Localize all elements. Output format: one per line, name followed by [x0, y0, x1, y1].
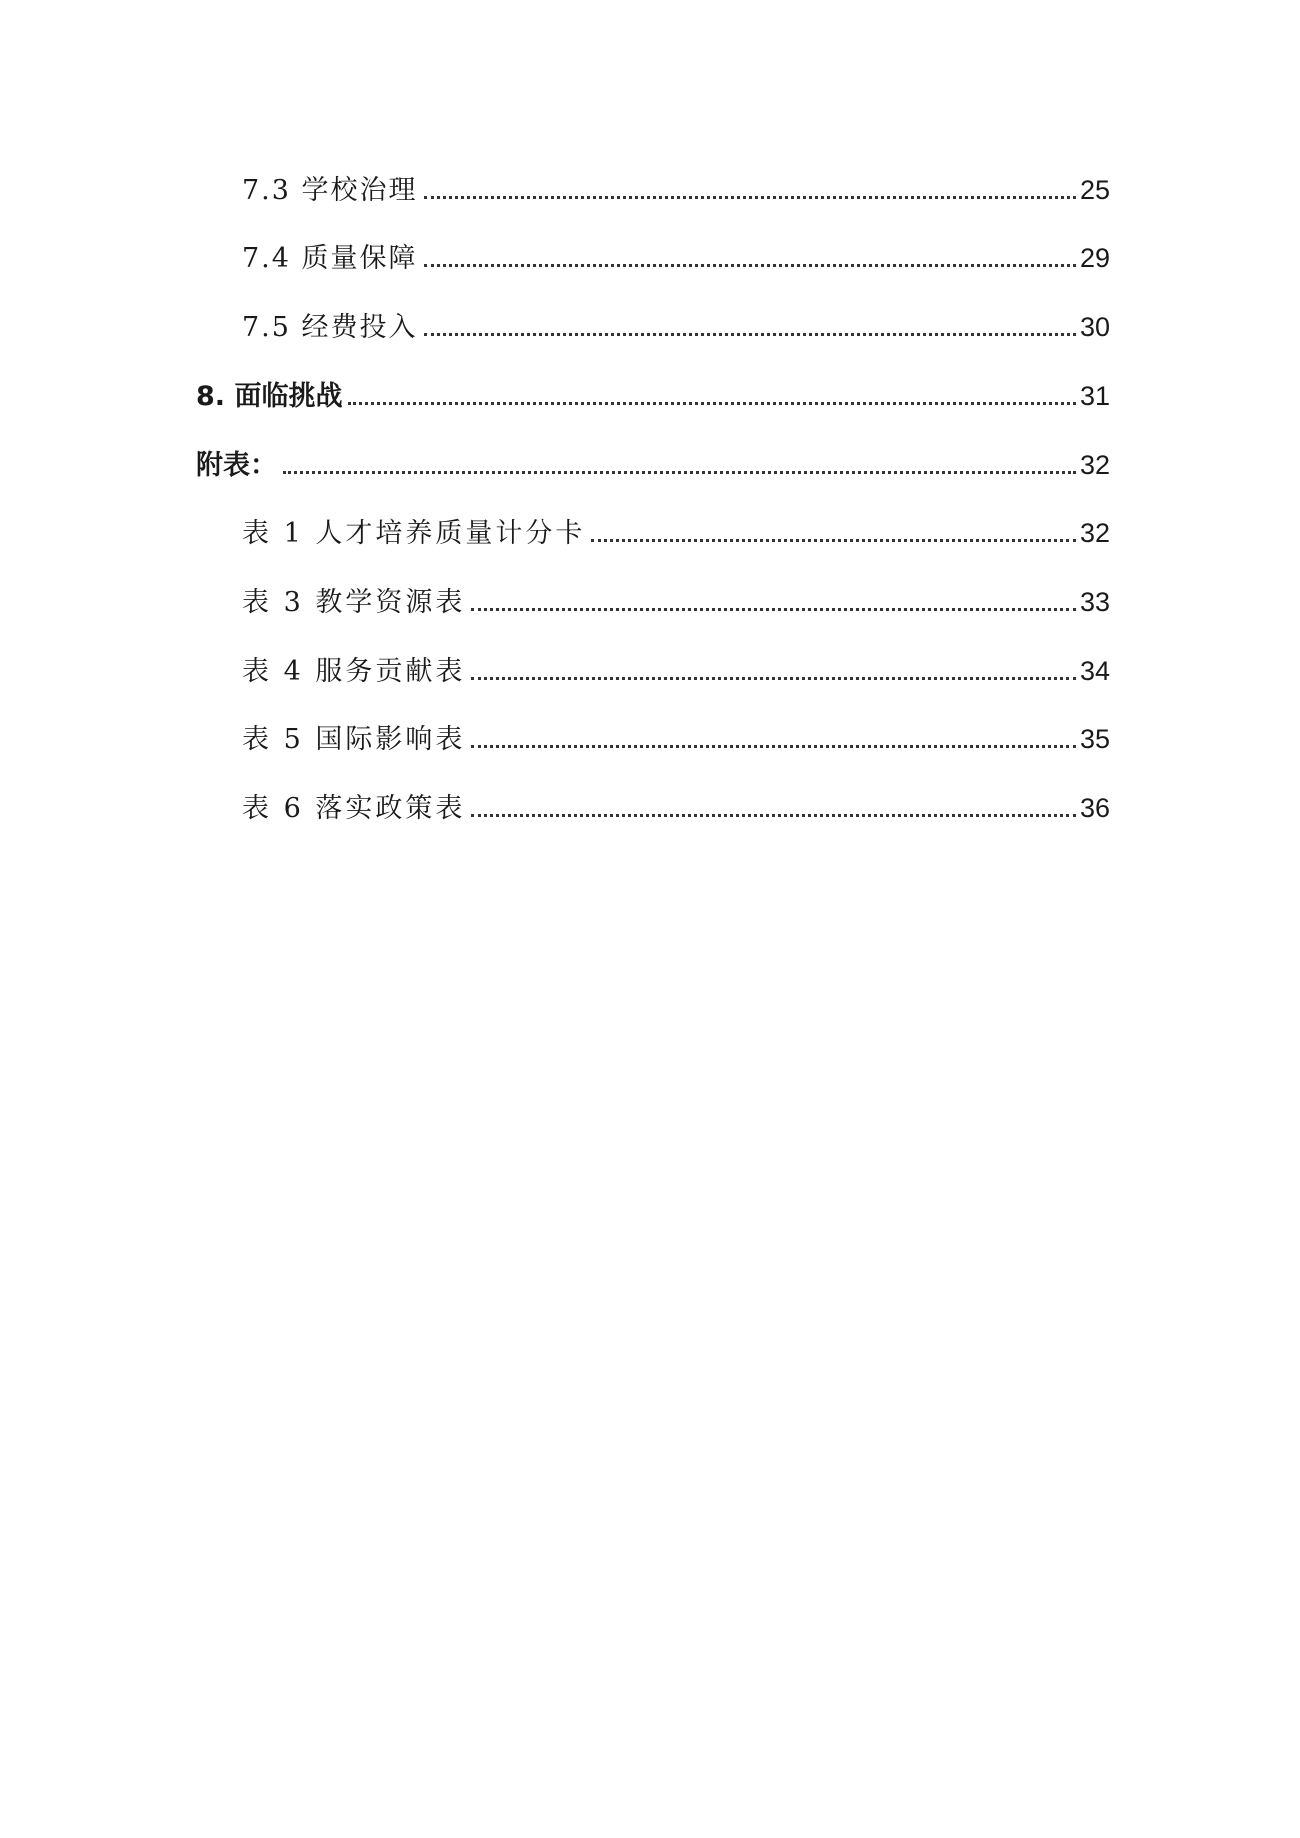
toc-dot-leader — [471, 814, 1076, 817]
toc-page-number: 30 — [1079, 312, 1110, 342]
toc-entry-table-6[interactable] — [242, 788, 1110, 828]
toc-entry-7-3[interactable] — [242, 170, 1110, 210]
toc-entry-table-3[interactable] — [242, 582, 1110, 622]
toc-page-number: 35 — [1079, 724, 1110, 754]
toc-page-number: 33 — [1079, 587, 1110, 617]
toc-entry-label: 表 3 教学资源表 — [242, 587, 466, 618]
toc-page-number: 34 — [1079, 656, 1110, 686]
toc-entry-table-5[interactable] — [242, 719, 1110, 759]
toc-dot-leader — [348, 402, 1076, 405]
toc-entry-table-4[interactable] — [242, 651, 1110, 691]
toc-page-number: 32 — [1079, 450, 1110, 480]
toc-dot-leader — [471, 677, 1076, 680]
toc-page-number: 29 — [1079, 243, 1110, 273]
toc-dot-leader — [591, 539, 1076, 542]
toc-entry-appendix[interactable] — [196, 445, 1110, 485]
toc-entry-7-4[interactable] — [242, 238, 1110, 278]
toc-entry-label: 表 5 国际影响表 — [242, 724, 466, 755]
toc-entry-7-5[interactable] — [242, 307, 1110, 347]
toc-page-number: 31 — [1079, 381, 1110, 411]
toc-page-number: 25 — [1079, 175, 1110, 205]
toc-entry-8[interactable] — [196, 376, 1110, 416]
toc-entry-label: 表 4 服务贡献表 — [242, 656, 466, 687]
toc-dot-leader — [424, 333, 1076, 336]
toc-entry-label: 8. 面临挑战 — [196, 381, 343, 412]
toc-dot-leader — [424, 196, 1076, 199]
toc-page-number: 32 — [1079, 518, 1110, 548]
toc-page-number: 36 — [1079, 793, 1110, 823]
toc-dot-leader — [283, 471, 1076, 474]
toc-entry-table-1[interactable] — [242, 513, 1110, 553]
toc-entry-label: 附表： — [196, 450, 277, 481]
toc-entry-label: 表 6 落实政策表 — [242, 793, 466, 824]
toc-entry-label: 7.5 经费投入 — [242, 312, 418, 343]
toc-dot-leader — [471, 745, 1076, 748]
toc-entry-label: 表 1 人才培养质量计分卡 — [242, 518, 586, 549]
toc-dot-leader — [424, 264, 1076, 267]
toc-dot-leader — [471, 608, 1076, 611]
toc-entry-label: 7.3 学校治理 — [242, 175, 418, 206]
toc-entry-label: 7.4 质量保障 — [242, 243, 418, 274]
